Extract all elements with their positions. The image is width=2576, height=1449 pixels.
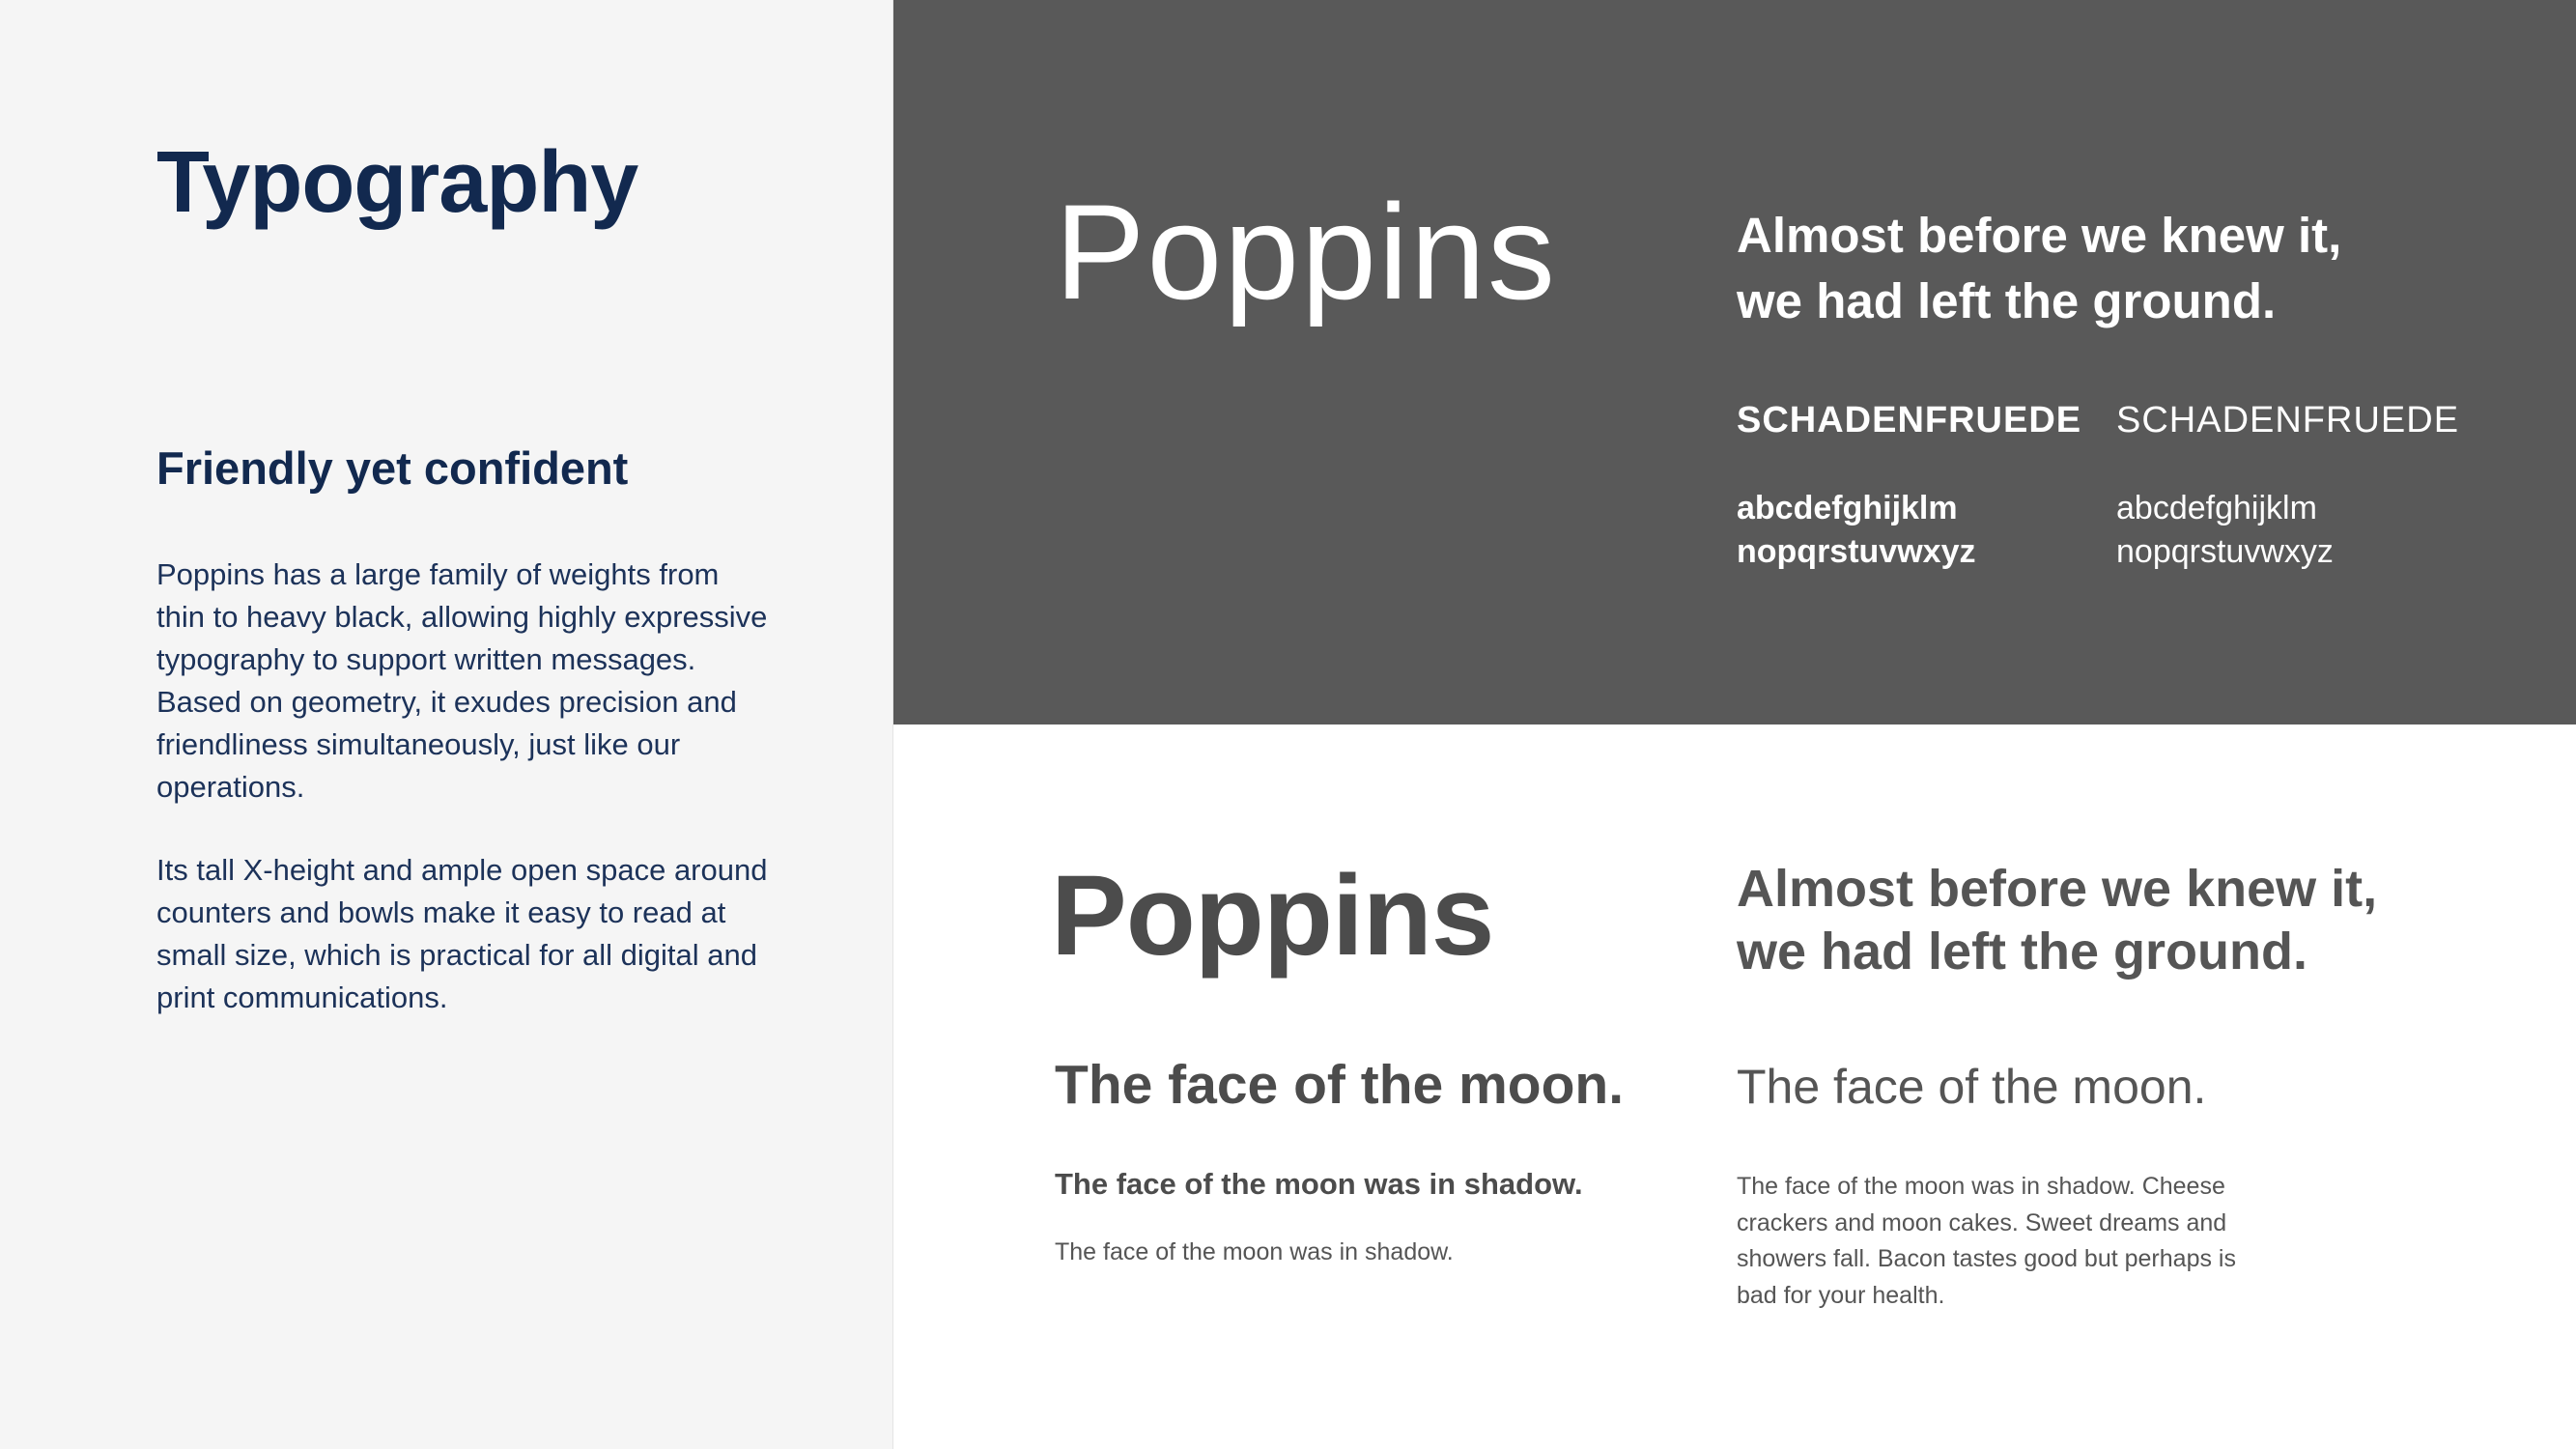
uppercase-regular-sample: SCHADENFRUEDE <box>2116 400 2460 440</box>
light-large-sample: The face of the moon. <box>1737 1060 2207 1114</box>
bold-small-sample: The face of the moon was in shadow. <box>1055 1167 1583 1201</box>
headline-line: Almost before we knew it, <box>1737 208 2342 263</box>
headline-line: we had left the ground. <box>1737 923 2307 980</box>
lowercase-bold-sample <box>1737 487 1975 574</box>
alphabet-line: abcdefghijklm <box>2116 490 2317 526</box>
page-title: Typography <box>156 134 638 231</box>
section-subtitle: Friendly yet confident <box>156 442 629 494</box>
description-paragraph-2 <box>156 849 775 1019</box>
paragraph-text: Its tall X-height and ample open space around counters and bowls make it easy to read at small size, which is practical for all digital and print communications. <box>156 853 768 1014</box>
bold-large-sample: The face of the moon. <box>1055 1054 1625 1116</box>
paragraph-text: Poppins has a large family of weights from thin to heavy black, allowing highly expressive typography to support written messages. Based on geometry, it exudes precision and friendliness simultaneously, just like our operations. <box>156 557 768 804</box>
light-headline <box>1737 858 2377 983</box>
regular-small-sample: The face of the moon was in shadow. <box>1055 1238 1454 1265</box>
description-paragraph-1 <box>156 554 775 809</box>
headline-line: Almost before we knew it, <box>1737 860 2378 918</box>
uppercase-bold-sample: SCHADENFRUEDE <box>1737 400 2082 440</box>
black-font-specimen: Poppins <box>1051 852 1494 980</box>
alphabet-line: nopqrstuvwxyz <box>2116 533 2334 570</box>
headline-line: we had left the ground. <box>1737 273 2277 328</box>
alphabet-line: nopqrstuvwxyz <box>1737 533 1976 570</box>
dark-specimen-panel <box>893 0 2576 724</box>
alphabet-line: abcdefghijklm <box>1737 490 1958 526</box>
thin-font-specimen: Poppins <box>1055 176 1557 327</box>
dark-headline <box>1737 203 2341 334</box>
body-text-sample: The face of the moon was in shadow. Cheese crackers and moon cakes. Sweet dreams and showers fall. Bacon tastes good but perhaps is bad for your health. <box>1737 1173 2236 1309</box>
lowercase-regular-sample <box>2116 487 2334 574</box>
